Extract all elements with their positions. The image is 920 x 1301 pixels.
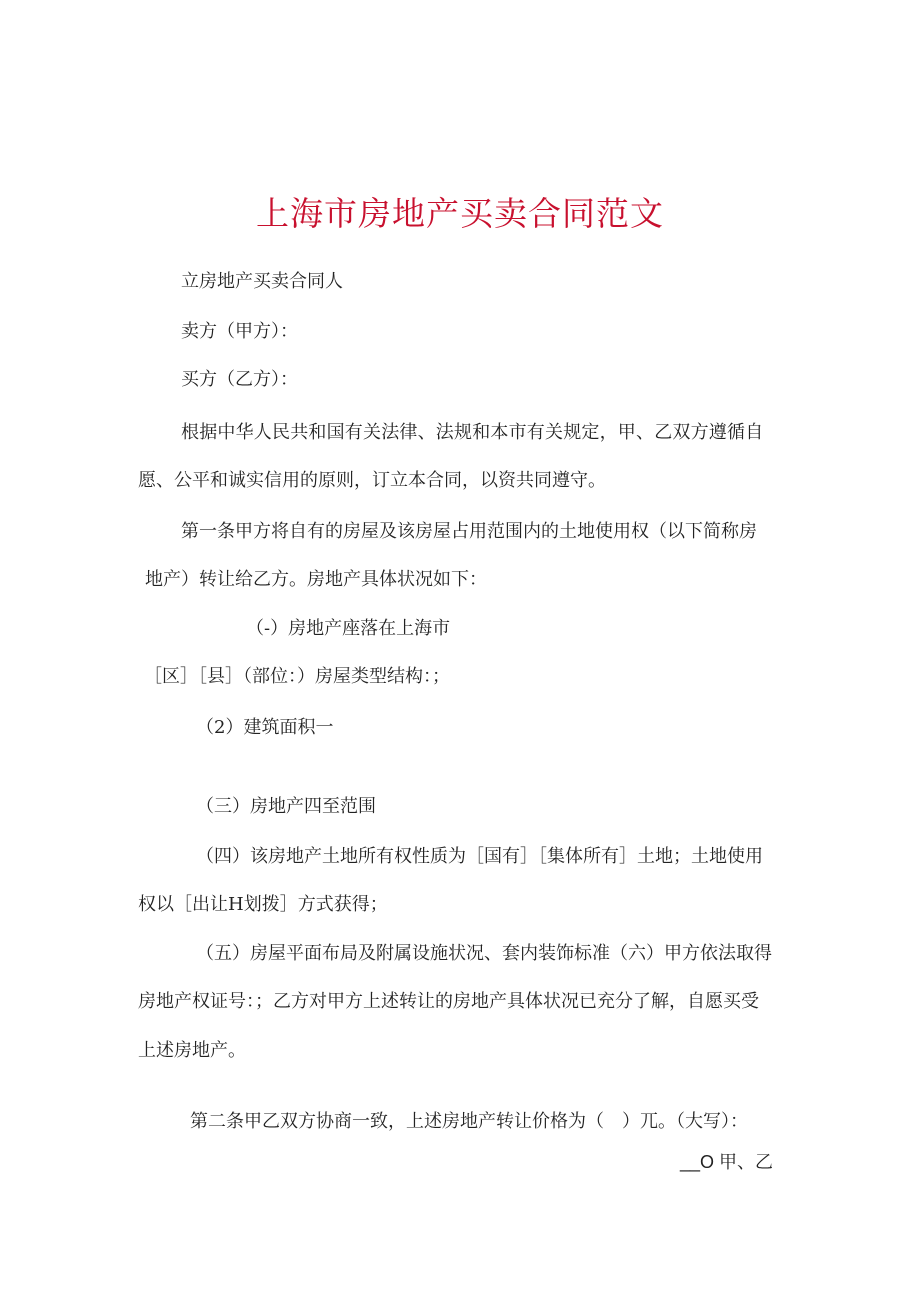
item-1-details: ［区］［县］（部位：）房屋类型结构：； bbox=[144, 666, 450, 687]
item-1-location: （-）房地产座落在上海市 bbox=[246, 618, 451, 639]
item-5-line-1: （五）房屋平面布局及附属设施状况、套内装饰标准（六）甲方依法取得 bbox=[196, 943, 772, 964]
article-2-line-1: 第二条甲乙双方协商一致，上述房地产转让价格为（ ）兀。（大写）： bbox=[190, 1111, 748, 1132]
article-1-line-2: 地产）转让给乙方。房地产具体状况如下： bbox=[145, 569, 487, 590]
item-5-line-3: 上述房地产。 bbox=[138, 1040, 246, 1061]
item-4-line-2: 权以［出让H划拨］方式获得； bbox=[138, 894, 388, 915]
item-2-area: （2）建筑面积一 bbox=[196, 717, 334, 738]
item-5-line-2: 房地产权证号：；乙方对甲方上述转让的房地产具体状况已充分了解，自愿买受 bbox=[138, 991, 759, 1012]
buyer-line: 买方（乙方）： bbox=[181, 369, 298, 390]
seller-line: 卖方（甲方）： bbox=[181, 321, 298, 342]
item-4-line-1: （四）该房地产土地所有权性质为［国有］［集体所有］土地；土地使用 bbox=[196, 846, 763, 867]
article-1-line-1: 第一条甲方将自有的房屋及该房屋占用范围内的土地使用权（以下简称房 bbox=[181, 521, 757, 542]
preamble-line-1: 根据中华人民共和国有关法律、法规和本市有关规定，甲、乙双方遵循自 bbox=[181, 422, 764, 443]
item-3-boundaries: （三）房地产四至范围 bbox=[196, 796, 376, 817]
paragraph-parties-intro: 立房地产买卖合同人 bbox=[181, 271, 343, 292]
article-2-line-2: __O 甲、乙 bbox=[680, 1152, 774, 1172]
document-title: 上海市房地产买卖合同范文 bbox=[256, 194, 664, 233]
preamble-line-2: 愿、公平和诚实信用的原则，订立本合同，以资共同遵守。 bbox=[138, 470, 606, 491]
